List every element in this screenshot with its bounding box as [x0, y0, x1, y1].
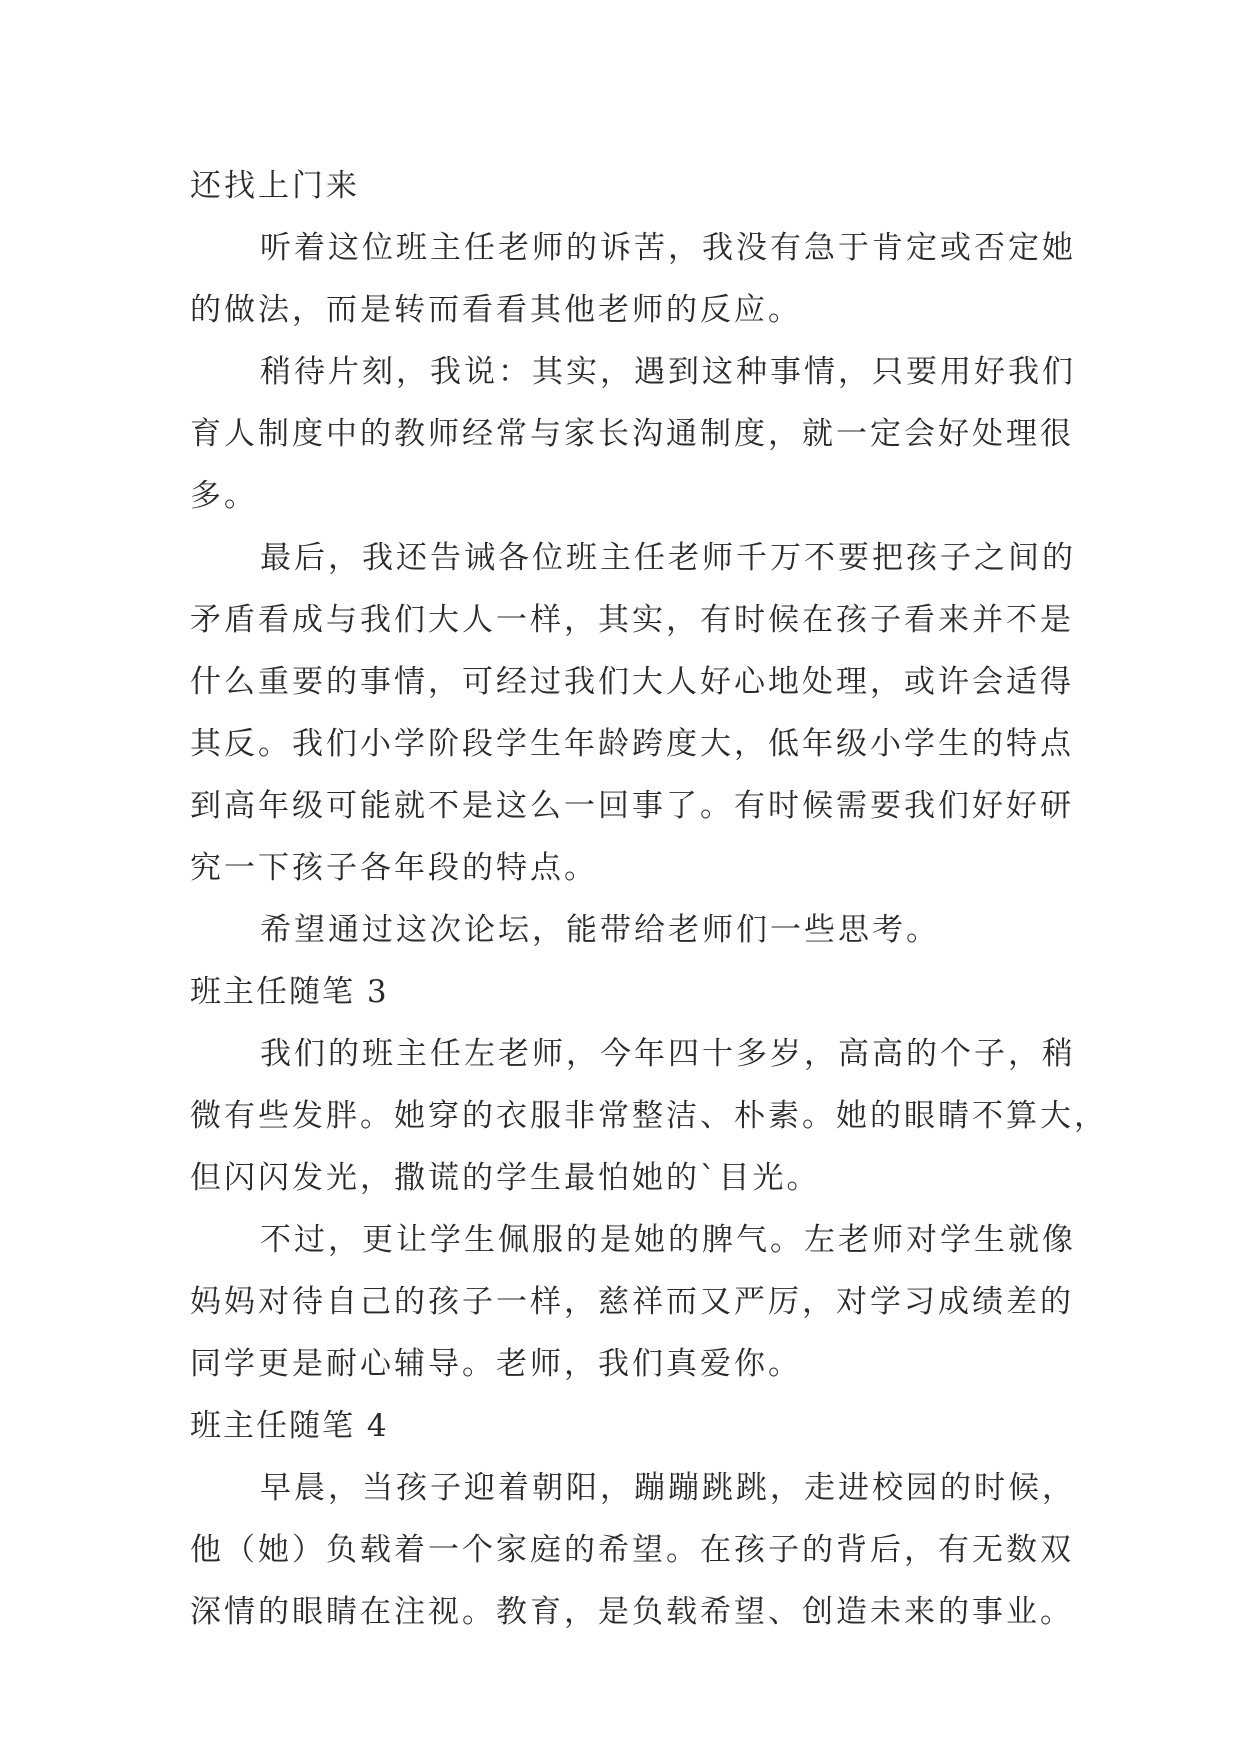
text-line: 其反。我们小学阶段学生年龄跨度大，低年级小学生的特点 [190, 726, 1074, 762]
document-body [190, 155, 1108, 1643]
paragraph-start: 听着这位班主任老师的诉苦，我没有急于肯定或否定她 [260, 230, 1076, 266]
paragraph-start: 早晨，当孩子迎着朝阳，蹦蹦跳跳，走进校园的时候， [260, 1470, 1076, 1506]
text-line: 还找上门来 [190, 168, 360, 204]
paragraph-start: 希望通过这次论坛，能带给老师们一些思考。 [260, 912, 940, 948]
paragraph-start: 我们的班主任左老师，今年四十多岁，高高的个子，稍 [260, 1036, 1076, 1072]
text-line: 他（她）负载着一个家庭的希望。在孩子的背后，有无数双 [190, 1532, 1074, 1568]
text-line: 到高年级可能就不是这么一回事了。有时候需要我们好好研 [190, 788, 1074, 824]
text-line: 什么重要的事情，可经过我们大人好心地处理，或许会适得 [190, 664, 1074, 700]
paragraph-start: 稍待片刻，我说：其实，遇到这种事情，只要用好我们 [260, 354, 1076, 390]
section-heading: 班主任随笔 3 [190, 974, 389, 1010]
text-line: 深情的眼睛在注视。教育，是负载希望、创造未来的事业。 [190, 1594, 1074, 1630]
text-line: 矛盾看成与我们大人一样，其实，有时候在孩子看来并不是 [190, 602, 1074, 638]
text-line: 但闪闪发光，撒谎的学生最怕她的`目光。 [190, 1160, 821, 1196]
paragraph-start: 最后，我还告诫各位班主任老师千万不要把孩子之间的 [260, 540, 1076, 576]
section-heading: 班主任随笔 4 [190, 1408, 389, 1444]
text-line: 微有些发胖。她穿的衣服非常整洁、朴素。她的眼睛不算大， [190, 1098, 1108, 1134]
text-line: 妈妈对待自己的孩子一样，慈祥而又严厉，对学习成绩差的 [190, 1284, 1074, 1320]
text-line: 的做法，而是转而看看其他老师的反应。 [190, 292, 802, 328]
text-line: 究一下孩子各年段的特点。 [190, 850, 598, 886]
text-line: 同学更是耐心辅导。老师，我们真爱你。 [190, 1346, 802, 1382]
text-line: 育人制度中的教师经常与家长沟通制度，就一定会好处理很 [190, 416, 1074, 452]
text-line: 多。 [190, 478, 258, 514]
paragraph-start: 不过，更让学生佩服的是她的脾气。左老师对学生就像 [260, 1222, 1076, 1258]
